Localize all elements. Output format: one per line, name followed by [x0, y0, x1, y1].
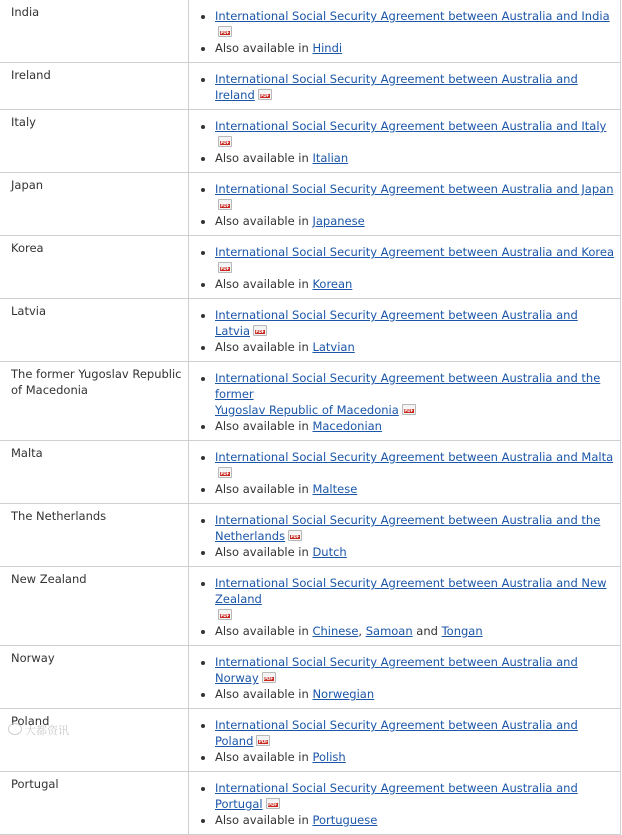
agreement-list-item: [215, 780, 616, 812]
watermark: [8, 722, 69, 738]
also-available-label: Also available in: [215, 41, 309, 55]
agreement-link[interactable]: [215, 576, 607, 606]
agreement-link[interactable]: [215, 308, 578, 338]
pdf-icon[interactable]: [253, 325, 267, 336]
pdf-icon[interactable]: [218, 136, 232, 147]
links-list: [197, 575, 616, 639]
table-row: [0, 772, 621, 835]
links-list: [197, 780, 616, 828]
agreement-link[interactable]: [215, 9, 610, 23]
pdf-icon[interactable]: [218, 262, 232, 273]
also-available-list-item: [215, 812, 616, 828]
also-available-list-item: [215, 749, 616, 765]
links-list: [197, 181, 616, 229]
pdf-icon[interactable]: [218, 26, 232, 37]
pdf-icon[interactable]: [288, 530, 302, 541]
agreement-link-text: International Social Security Agreement between Australia and Latvia: [215, 308, 578, 338]
also-available-list-item: [215, 481, 616, 497]
also-available-label: Also available in: [215, 750, 309, 764]
also-available-label: Also available in: [215, 277, 309, 291]
table-row: [0, 567, 621, 646]
links-cell: [189, 567, 621, 646]
language-link[interactable]: Macedonian: [312, 419, 382, 433]
agreement-link[interactable]: [215, 245, 614, 259]
links-cell: [189, 772, 621, 835]
also-available-label: Also available in: [215, 624, 309, 638]
country-cell: Latvia: [0, 299, 189, 362]
links-cell: [189, 504, 621, 567]
agreement-link[interactable]: [215, 119, 606, 133]
language-link[interactable]: Polish: [312, 750, 346, 764]
language-link[interactable]: Korean: [312, 277, 353, 291]
links-list: [197, 244, 616, 292]
table-row: [0, 236, 621, 299]
table-row: [0, 0, 621, 63]
agreement-link-text: Netherlands: [215, 529, 286, 543]
language-link[interactable]: Japanese: [312, 214, 365, 228]
agreement-link-text: International Social Security Agreement between Australia and Korea: [215, 245, 615, 259]
links-list: [197, 370, 616, 434]
agreement-list-item: [215, 8, 616, 40]
language-link[interactable]: Latvian: [312, 340, 355, 354]
links-cell: [189, 63, 621, 110]
agreement-link-text: International Social Security Agreement between Australia and the: [215, 513, 601, 527]
also-available-label: Also available in: [215, 545, 309, 559]
country-cell: Malta: [0, 441, 189, 504]
agreement-list-item: [215, 181, 616, 213]
links-list: [197, 717, 616, 765]
also-available-label: Also available in: [215, 687, 309, 701]
country-cell: Portugal: [0, 772, 189, 835]
agreement-link-text: International Social Security Agreement between Australia and Japan: [215, 182, 614, 196]
country-cell: India: [0, 0, 189, 63]
country-cell: New Zealand: [0, 567, 189, 646]
agreement-list-item: [215, 512, 616, 544]
also-available-label: Also available in: [215, 214, 309, 228]
links-cell: [189, 236, 621, 299]
also-available-label: Also available in: [215, 419, 309, 433]
language-separator: and: [412, 624, 442, 638]
agreement-link-text: International Social Security Agreement between Australia and Ireland: [215, 72, 578, 102]
language-link[interactable]: Tongan: [441, 624, 483, 638]
also-available-list-item: [215, 623, 616, 639]
agreement-list-item: [215, 575, 616, 623]
language-link[interactable]: Chinese: [312, 624, 359, 638]
language-link[interactable]: Italian: [312, 151, 349, 165]
table-row: [0, 173, 621, 236]
country-cell: The Netherlands: [0, 504, 189, 567]
links-cell: [189, 173, 621, 236]
also-available-list-item: [215, 40, 616, 56]
language-link[interactable]: Samoan: [365, 624, 413, 638]
pdf-icon[interactable]: [218, 609, 232, 620]
also-available-label: Also available in: [215, 482, 309, 496]
pdf-icon[interactable]: [218, 467, 232, 478]
agreement-link-text: International Social Security Agreement between Australia and Poland: [215, 718, 578, 748]
table-row: [0, 63, 621, 110]
country-cell: Norway: [0, 646, 189, 709]
pdf-icon[interactable]: [262, 672, 276, 683]
language-link[interactable]: Dutch: [312, 545, 347, 559]
agreement-list-item: [215, 71, 616, 103]
links-cell: [189, 362, 621, 441]
also-available-list-item: [215, 213, 616, 229]
links-cell: [189, 709, 621, 772]
agreement-link-text: Yugoslav Republic of Macedonia: [215, 403, 399, 417]
also-available-list-item: [215, 544, 616, 560]
agreement-list-item: [215, 244, 616, 276]
agreement-list-item: [215, 449, 616, 481]
country-cell: Italy: [0, 110, 189, 173]
links-cell: [189, 441, 621, 504]
table-row: [0, 110, 621, 173]
language-link[interactable]: Hindi: [312, 41, 343, 55]
links-cell: [189, 646, 621, 709]
also-available-list-item: [215, 686, 616, 702]
also-available-list-item: [215, 150, 616, 166]
agreement-link-text: International Social Security Agreement between Australia and India: [215, 9, 610, 23]
country-cell: Japan: [0, 173, 189, 236]
also-available-list-item: [215, 418, 616, 434]
agreement-link-text: International Social Security Agreement between Australia and Italy: [215, 119, 607, 133]
agreement-link-text: International Social Security Agreement between Australia and Portugal: [215, 781, 578, 811]
also-available-label: Also available in: [215, 340, 309, 354]
agreement-list-item: [215, 370, 616, 418]
pdf-icon[interactable]: [266, 798, 280, 809]
agreement-list-item: [215, 717, 616, 749]
country-cell: Ireland: [0, 63, 189, 110]
links-list: [197, 71, 616, 103]
pdf-icon[interactable]: [218, 199, 232, 210]
language-separator: ,: [358, 624, 366, 638]
table-row: [0, 299, 621, 362]
agreement-link-text: International Social Security Agreement between Australia and Malta: [215, 450, 614, 464]
agreement-link[interactable]: [215, 513, 600, 543]
language-link[interactable]: Portuguese: [312, 813, 378, 827]
language-link[interactable]: Maltese: [312, 482, 358, 496]
links-cell: [189, 0, 621, 63]
language-link[interactable]: Norwegian: [312, 687, 375, 701]
agreement-list-item: [215, 654, 616, 686]
links-list: [197, 512, 616, 560]
links-list: [197, 449, 616, 497]
links-list: [197, 654, 616, 702]
agreement-link[interactable]: [215, 450, 613, 464]
links-list: [197, 307, 616, 355]
agreement-link[interactable]: [215, 182, 613, 196]
links-list: [197, 118, 616, 166]
table-row: [0, 504, 621, 567]
links-list: [197, 8, 616, 56]
agreement-list-item: [215, 307, 616, 339]
watermark-logo-icon: [8, 723, 22, 735]
agreement-link-text: International Social Security Agreement between Australia and Norway: [215, 655, 578, 685]
table-row: [0, 362, 621, 441]
also-available-list-item: [215, 339, 616, 355]
also-available-label: Also available in: [215, 813, 309, 827]
links-cell: [189, 299, 621, 362]
country-cell: Poland: [0, 709, 189, 772]
agreement-list-item: [215, 118, 616, 150]
table-row: [0, 709, 621, 772]
agreement-link-text: International Social Security Agreement between Australia and New Zealand: [215, 576, 607, 606]
pdf-icon[interactable]: [256, 735, 270, 746]
watermark-text: 大都资讯: [25, 724, 69, 737]
links-cell: [189, 110, 621, 173]
also-available-label: Also available in: [215, 151, 309, 165]
also-available-list-item: [215, 276, 616, 292]
pdf-icon[interactable]: [402, 404, 416, 415]
agreement-link-text: International Social Security Agreement between Australia and the former: [215, 371, 601, 401]
country-cell: Korea: [0, 236, 189, 299]
pdf-icon[interactable]: [258, 89, 272, 100]
table-row: [0, 646, 621, 709]
country-cell: The former Yugoslav Republic of Macedonia: [0, 362, 189, 441]
table-row: [0, 441, 621, 504]
